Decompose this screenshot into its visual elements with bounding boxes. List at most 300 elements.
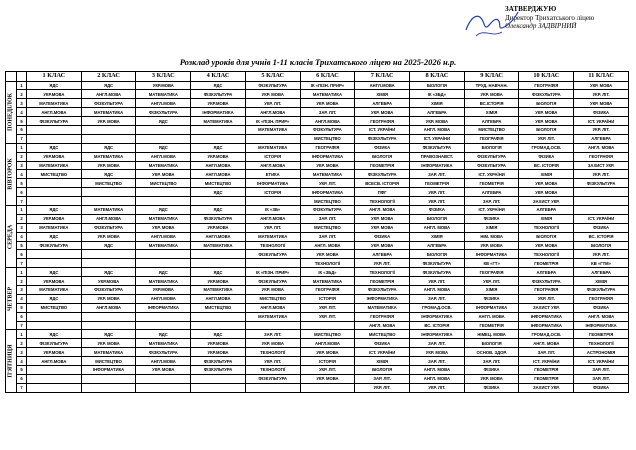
lesson-cell: УКР.МОВА — [191, 348, 246, 357]
lesson-cell: ФІЗКУЛЬТУРА — [519, 90, 574, 99]
lesson-cell: МАТЕМАТИКА — [27, 99, 82, 108]
lesson-cell: УКР. МОВА — [410, 117, 465, 126]
lesson-cell: МАТЕМАТИКА — [300, 277, 355, 286]
lesson-cell — [81, 197, 136, 206]
class-header-11: 11 КЛАС — [574, 72, 629, 82]
lesson-number: 6 — [17, 374, 27, 383]
lesson-cell: ХІМІЯ — [519, 170, 574, 179]
lesson-cell — [27, 250, 82, 259]
lesson-cell: УКР. ЛІТ. — [410, 188, 465, 197]
lesson-cell: УКР. МОВА — [136, 366, 191, 375]
lesson-cell: АСТРОНОМІЯ — [574, 348, 629, 357]
class-header-8: 8 КЛАС — [410, 72, 465, 82]
lesson-cell: АЛГЕБРА — [464, 188, 519, 197]
lesson-cell: ГЕОМЕТРІЯ — [410, 179, 465, 188]
lesson-cell: МИСТЕЦТВО — [136, 179, 191, 188]
lesson-cell: МАТЕМАТИКА — [136, 90, 191, 99]
lesson-cell: ЯДС — [191, 330, 246, 339]
lesson-row — [6, 259, 629, 268]
day-name: ЧЕТВЕР — [7, 286, 14, 311]
lesson-cell: ІСТ. УКРАЇНИ — [355, 125, 410, 134]
class-header-9: 9 КЛАС — [464, 72, 519, 82]
lesson-cell: УКР. ЛІТ. — [245, 357, 300, 366]
lesson-cell: ЗАР. ЛІТ. — [410, 339, 465, 348]
lesson-row — [6, 170, 629, 179]
class-header-1: 1 КЛАС — [27, 72, 82, 82]
lesson-cell: ФІЗИКА — [519, 152, 574, 161]
lesson-cell: ІНФОРМАТИКА — [191, 108, 246, 117]
lesson-cell: ЯДС — [81, 268, 136, 277]
lesson-cell: ЯДС — [191, 143, 246, 152]
lesson-cell: ЗАР. ЛІТ. — [300, 232, 355, 241]
lesson-cell: МАТЕМАТИКА — [136, 161, 191, 170]
lesson-cell: ФІЗКУЛЬТУРА — [464, 152, 519, 161]
lesson-cell: УКР. ЛІТ. — [519, 134, 574, 143]
lesson-row — [6, 321, 629, 330]
lesson-cell: КВ «ГТ» — [464, 259, 519, 268]
lesson-cell: УКР. МОВА — [300, 348, 355, 357]
lesson-cell — [574, 188, 629, 197]
lesson-cell — [81, 259, 136, 268]
lesson-cell: УКР. ЛІТ. — [574, 90, 629, 99]
page-title: Розклад уроків для учнів 1-11 класів Трихатського ліцею на 2025-2026 н.р. — [179, 57, 457, 67]
lesson-cell: УКР.МОВА — [27, 348, 82, 357]
lesson-cell: ХІМІЯ — [355, 357, 410, 366]
lesson-cell: ФІЗИКА — [464, 383, 519, 392]
lesson-cell: ІК «ПІЗН. ПРИР» — [245, 268, 300, 277]
lesson-cell — [81, 312, 136, 321]
lesson-cell: ІНФОРМАТИКА — [300, 188, 355, 197]
lesson-cell: БІОЛОГІЯ — [519, 99, 574, 108]
lesson-cell: ТЕХНОЛОГІЇ — [245, 241, 300, 250]
lesson-cell: ІСТ. УКРАЇНИ — [519, 357, 574, 366]
lesson-cell: УКР.МОВА — [27, 277, 82, 286]
lesson-number: 2 — [17, 339, 27, 348]
lesson-cell: АНГЛ.МОВА — [245, 303, 300, 312]
lesson-cell: УКР. МОВА — [81, 294, 136, 303]
lesson-cell: АНГЛ.МОВА — [81, 303, 136, 312]
lesson-cell: МАТЕМАТИКА — [245, 143, 300, 152]
lesson-cell: ПФГ — [355, 188, 410, 197]
lesson-cell: УКР. ЛІТ. — [410, 383, 465, 392]
lesson-cell: ФІЗКУЛЬТУРА — [355, 134, 410, 143]
day-name: СЕРЕДА — [7, 224, 14, 249]
lesson-cell: МИСТЕЦТВО — [464, 125, 519, 134]
lesson-cell — [27, 125, 82, 134]
lesson-cell — [27, 134, 82, 143]
lesson-number: 1 — [17, 205, 27, 214]
lesson-cell: ГЕОГРАФІЯ — [574, 152, 629, 161]
lesson-cell: ЗАР. ЛІТ. — [519, 348, 574, 357]
lesson-cell: ЯДС — [27, 268, 82, 277]
lesson-number: 4 — [17, 294, 27, 303]
lesson-cell: ВСЕСВ. ІСТОРІЯ — [355, 179, 410, 188]
lesson-number: 4 — [17, 170, 27, 179]
lesson-cell: ФІЗКУЛЬТУРА — [136, 108, 191, 117]
lesson-cell: ГЕОГРАФІЯ — [574, 294, 629, 303]
lesson-cell: АНГЛ. МОВА — [574, 143, 629, 152]
lesson-cell — [191, 383, 246, 392]
class-header-2: 2 КЛАС — [81, 72, 136, 82]
lesson-cell: ГЕОГРАФІЯ — [464, 268, 519, 277]
lesson-cell: АНГЛ. МОВА — [300, 241, 355, 250]
lesson-cell: ХІМІЯ — [519, 214, 574, 223]
lesson-cell: ФІЗКУЛЬТУРА — [245, 277, 300, 286]
day-name-cell — [6, 205, 17, 267]
lesson-cell: МАТЕМАТИКА — [81, 152, 136, 161]
lesson-cell: БІОЛОГІЯ — [464, 339, 519, 348]
lesson-cell: УКР. МОВА — [574, 81, 629, 90]
lesson-cell: ІНФОРМАТИКА — [519, 312, 574, 321]
lesson-cell: ФІЗИКА — [574, 303, 629, 312]
lesson-cell: УКР. МОВА — [519, 179, 574, 188]
lesson-cell: УКР. МОВА — [355, 214, 410, 223]
lesson-cell: ГРОМАД.ОСВ. — [519, 143, 574, 152]
lesson-cell — [27, 188, 82, 197]
lesson-cell: АНГЛ. МОВА — [519, 339, 574, 348]
lesson-cell: ГЕОГРАФІЯ — [300, 143, 355, 152]
lesson-cell: ЯДС — [191, 268, 246, 277]
corner-cell — [17, 72, 27, 82]
lesson-cell: ХІМІЯ — [464, 285, 519, 294]
lesson-cell — [136, 250, 191, 259]
lesson-cell: ФІЗКУЛЬТУРА — [574, 179, 629, 188]
lesson-cell: ЗАР. ЛІТ. — [355, 374, 410, 383]
lesson-cell: ЗАР. ЛІТ. — [300, 108, 355, 117]
lesson-row — [6, 339, 629, 348]
lesson-cell: БІОЛОГІЯ — [574, 241, 629, 250]
class-header-10: 10 КЛАС — [519, 72, 574, 82]
lesson-cell: АЛГЕБРА — [519, 205, 574, 214]
lesson-cell: ЗАР. ЛІТ. — [410, 170, 465, 179]
lesson-cell: АЛГЕБРА — [519, 268, 574, 277]
lesson-cell: ІК «ЗБД» — [410, 90, 465, 99]
lesson-cell: УКР. МОВА — [464, 90, 519, 99]
lesson-cell: ВС. ІСТОРІЯ — [410, 321, 465, 330]
lesson-cell: УКР. МОВА — [245, 339, 300, 348]
lesson-cell: МАТЕМАТИКА — [191, 117, 246, 126]
lesson-cell: АНГЛ.МОВА — [245, 108, 300, 117]
lesson-cell: ІСТ. УКРАЇНИ — [574, 357, 629, 366]
schedule-table — [5, 71, 629, 393]
lesson-cell: ВС.ІСТОРІЯ — [464, 99, 519, 108]
lesson-row — [6, 223, 629, 232]
lesson-cell — [136, 125, 191, 134]
lesson-cell: ТЕХНОЛОГІЇ — [355, 197, 410, 206]
lesson-row — [6, 285, 629, 294]
lesson-cell: ЯДС — [27, 143, 82, 152]
lesson-cell: ФІЗИКА — [464, 294, 519, 303]
lesson-row — [6, 117, 629, 126]
lesson-cell: УКР. ЛІТ. — [300, 179, 355, 188]
lesson-cell — [136, 197, 191, 206]
lesson-cell: УКР. МОВА — [81, 161, 136, 170]
lesson-row — [6, 357, 629, 366]
lesson-row — [6, 205, 629, 214]
lesson-cell: ЯДС — [81, 81, 136, 90]
lesson-cell — [136, 374, 191, 383]
lesson-cell: ЯДС — [27, 205, 82, 214]
lesson-cell — [27, 383, 82, 392]
lesson-cell: ФІЗКУЛЬТУРА — [574, 285, 629, 294]
lesson-cell: АНГЛ.МОВА — [300, 117, 355, 126]
lesson-cell: МАТЕМАТИКА — [136, 339, 191, 348]
lesson-cell: УКР.МОВА — [191, 277, 246, 286]
lesson-cell: ФІЗКУЛЬТУРА — [410, 268, 465, 277]
lesson-cell — [27, 366, 82, 375]
corner-cell — [6, 72, 17, 82]
lesson-cell: МАТЕМАТИКА — [300, 90, 355, 99]
lesson-cell: АНГЛ.МОВА — [81, 214, 136, 223]
lesson-cell: МАТЕМАТИКА — [27, 223, 82, 232]
lesson-cell: МИСТЕЦТВО — [245, 294, 300, 303]
lesson-cell: ІНФОРМАТИКА — [136, 303, 191, 312]
lesson-row — [6, 277, 629, 286]
lesson-cell: АНГЛ. МОВА — [355, 321, 410, 330]
lesson-cell: УКР. МОВА — [519, 108, 574, 117]
lesson-cell: ФІЗКУЛЬТУРА — [245, 374, 300, 383]
lesson-cell: УКР. МОВА — [81, 117, 136, 126]
lesson-cell: ТЕХНОЛОГІЇ — [355, 268, 410, 277]
lesson-number: 7 — [17, 197, 27, 206]
lesson-cell: ІСТ. УКРАЇНИ — [464, 205, 519, 214]
lesson-row — [6, 134, 629, 143]
lesson-cell: ФІЗКУЛЬТУРА — [81, 99, 136, 108]
lesson-number: 3 — [17, 348, 27, 357]
lesson-cell — [300, 321, 355, 330]
lesson-cell: ФІЗКУЛЬТУРА — [410, 259, 465, 268]
lesson-cell: МИСТЕЦТВО — [300, 197, 355, 206]
lesson-cell: ТРУД. НАВЧАН. — [464, 81, 519, 90]
lesson-cell: АНГЛ. МОВА — [574, 312, 629, 321]
lesson-cell: ІНФОРМАТИКА — [355, 294, 410, 303]
lesson-cell: ІСТОРІЯ — [300, 357, 355, 366]
lesson-cell: АЛГЕБРА — [574, 134, 629, 143]
lesson-cell: ФІЗИКА — [574, 383, 629, 392]
lesson-cell: ІК «ПІЗН. ПРИР» — [245, 117, 300, 126]
lesson-cell: УКР. ЛІТ. — [464, 277, 519, 286]
lesson-cell — [245, 259, 300, 268]
lesson-cell: АНГЛ.МОВА — [136, 99, 191, 108]
lesson-cell: БІОЛОГІЯ — [519, 232, 574, 241]
lesson-cell: ІСТ. УКРАЇНИ — [355, 348, 410, 357]
lesson-cell: УКР. МОВА — [136, 223, 191, 232]
lesson-cell: ЗАР. ЛІТ. — [245, 330, 300, 339]
lesson-cell: ФІЗКУЛЬТУРА — [191, 357, 246, 366]
lesson-cell: АНГЛ.МОВА — [191, 161, 246, 170]
lesson-cell: ЯДС — [81, 143, 136, 152]
lesson-cell: АЛГЕБРА — [410, 108, 465, 117]
lesson-cell: ІСТ. УКРАЇНИ — [574, 117, 629, 126]
lesson-cell — [191, 250, 246, 259]
lesson-cell: ЯДС — [136, 268, 191, 277]
lesson-number: 7 — [17, 134, 27, 143]
lesson-cell: УКР. ЛІТ. — [519, 294, 574, 303]
lesson-cell: ЗАР. ЛІТ. — [410, 357, 465, 366]
lesson-cell: ЯДС — [136, 143, 191, 152]
lesson-cell: ФІЗИКА — [464, 214, 519, 223]
lesson-cell: БІОЛОГІЯ — [355, 152, 410, 161]
lesson-cell: ФІЗКУЛЬТУРА — [300, 125, 355, 134]
lesson-cell: ГЕОГРАФІЯ — [464, 134, 519, 143]
lesson-cell: ФІЗКУЛЬТУРА — [355, 285, 410, 294]
lesson-cell: ЗАР. ЛІТ. — [574, 366, 629, 375]
lesson-row — [6, 374, 629, 383]
lesson-cell: УКР. ЛІТ. — [574, 170, 629, 179]
lesson-number: 4 — [17, 232, 27, 241]
lesson-cell: ЕТИКА — [245, 170, 300, 179]
lesson-cell: ГЕОГРАФІЯ — [300, 285, 355, 294]
lesson-cell — [27, 179, 82, 188]
lesson-cell: ІСТОРІЯ — [245, 152, 300, 161]
lesson-cell: ІК «ЗБД» — [300, 268, 355, 277]
lesson-cell: ХІМІЯ — [410, 232, 465, 241]
lesson-cell: МАТЕМАТИКА — [136, 214, 191, 223]
class-header-7: 7 КЛАС — [355, 72, 410, 82]
lesson-cell: УКР. МОВА — [519, 188, 574, 197]
lesson-number: 7 — [17, 259, 27, 268]
lesson-cell — [136, 188, 191, 197]
lesson-cell: ІСТ. УКРАЇНИ — [410, 134, 465, 143]
lesson-cell: УКР. ЛІТ. — [410, 197, 465, 206]
lesson-cell: МАТЕМАТИКА — [245, 125, 300, 134]
lesson-cell: ВС. ІСТОРІЯ — [519, 161, 574, 170]
lesson-cell: ФІЗКУЛЬТУРА — [81, 223, 136, 232]
lesson-cell: ЗАХИСТ УКР. — [519, 303, 574, 312]
lesson-cell: АНГЛ. МОВА — [355, 205, 410, 214]
lesson-cell: ГЕОГРАФІЯ — [355, 117, 410, 126]
lesson-cell: ФІЗИКА — [574, 223, 629, 232]
lesson-row — [6, 152, 629, 161]
lesson-cell: АНГЛ.МОВА — [245, 161, 300, 170]
lesson-cell: ЯДС — [136, 205, 191, 214]
lesson-row — [6, 232, 629, 241]
lesson-row — [6, 241, 629, 250]
lesson-row — [6, 143, 629, 152]
lesson-cell — [136, 134, 191, 143]
lesson-cell: ФІЗКУЛЬТУРА — [410, 143, 465, 152]
lesson-cell: МАТЕМАТИКА — [81, 205, 136, 214]
lesson-cell — [27, 374, 82, 383]
lesson-cell: УКР. ЛІТ. — [245, 99, 300, 108]
lesson-cell: УКР. МОВА — [464, 241, 519, 250]
lesson-number: 2 — [17, 90, 27, 99]
lesson-cell: ЯДС — [81, 330, 136, 339]
lesson-cell: ТЕХНОЛОГІЇ — [300, 259, 355, 268]
lesson-cell: ІСТОРІЯ — [300, 294, 355, 303]
lesson-cell: МИСТЕЦТВО — [27, 303, 82, 312]
lesson-row — [6, 303, 629, 312]
lesson-cell: АНГЛ.МОВА — [245, 214, 300, 223]
lesson-cell: МИСТЕЦТВО — [191, 303, 246, 312]
lesson-number: 6 — [17, 312, 27, 321]
lesson-cell: УКР. МОВА — [574, 99, 629, 108]
lesson-cell: ЯДС — [136, 117, 191, 126]
lesson-cell: УКР.МОВА — [191, 223, 246, 232]
lesson-cell: АНГЛ.МОВА — [27, 108, 82, 117]
lesson-cell: ТЕХНОЛОГІЇ — [519, 223, 574, 232]
lesson-cell: ІНФОРМАТИКА — [574, 321, 629, 330]
lesson-cell: ФІЗКУЛЬТУРА — [355, 170, 410, 179]
day-name: П'ЯТНИЦЯ — [7, 344, 14, 378]
lesson-cell: УКР. МОВА — [464, 374, 519, 383]
lesson-cell: ФІЗИКА — [355, 143, 410, 152]
lesson-number: 6 — [17, 250, 27, 259]
lesson-row — [6, 125, 629, 134]
lesson-cell: ГЕОМЕТРІЯ — [464, 179, 519, 188]
lesson-cell: МАТЕМАТИКА — [300, 170, 355, 179]
lesson-cell: АЛГЕБРА — [355, 250, 410, 259]
lesson-number: 5 — [17, 179, 27, 188]
lesson-cell: ГЕОМЕТРІЯ — [464, 321, 519, 330]
lesson-cell: ГРОМАД.ОСВ. — [519, 330, 574, 339]
lesson-cell: ЯДС — [191, 205, 246, 214]
lesson-cell: ЗАР. ЛІТ. — [464, 357, 519, 366]
lesson-cell: ТЕХНОЛОГІЇ — [574, 339, 629, 348]
lesson-cell: ЗАХИСТ УКР. — [519, 383, 574, 392]
day-name: ПОНЕДІЛОК — [7, 93, 14, 132]
lesson-cell: ФІЗКУЛЬТУРА — [27, 117, 82, 126]
lesson-cell: ГРОМАД.ОСВ. — [410, 303, 465, 312]
lesson-number: 1 — [17, 81, 27, 90]
lesson-cell — [81, 321, 136, 330]
lesson-cell: УКР. ЛІТ. — [410, 277, 465, 286]
lesson-cell: АНГЛ. МОВА — [410, 374, 465, 383]
lesson-cell — [574, 205, 629, 214]
lesson-cell — [81, 134, 136, 143]
lesson-cell — [245, 197, 300, 206]
lesson-cell: УКР. МОВА — [300, 99, 355, 108]
lesson-number: 1 — [17, 330, 27, 339]
lesson-cell: ФІЗКУЛЬТУРА — [191, 90, 246, 99]
lesson-cell: ГЕОГРАФІЯ — [519, 81, 574, 90]
lesson-cell: ФІЗИКА — [410, 205, 465, 214]
lesson-cell: УКР.МОВА — [27, 214, 82, 223]
lesson-number: 3 — [17, 285, 27, 294]
lesson-row — [6, 214, 629, 223]
lesson-cell — [191, 321, 246, 330]
lesson-row — [6, 366, 629, 375]
lesson-cell: ГЕОМЕТРІЯ — [355, 277, 410, 286]
lesson-cell: УКР. МОВА — [355, 241, 410, 250]
lesson-row — [6, 81, 629, 90]
lesson-cell: ХІМІЯ — [574, 277, 629, 286]
lesson-cell: УКР.МОВА — [191, 339, 246, 348]
lesson-cell: ФІЗКУЛЬТУРА — [81, 285, 136, 294]
lesson-row — [6, 330, 629, 339]
lesson-cell: ІНФОРМАТИКА — [81, 366, 136, 375]
lesson-cell: ТЕХНОЛОГІЇ — [245, 348, 300, 357]
lesson-cell: ГЕОМЕТРІЯ — [519, 374, 574, 383]
lesson-cell: ЗАР. ЛІТ. — [464, 197, 519, 206]
lesson-cell: УКР. МОВА — [245, 285, 300, 294]
lesson-cell: ЯДС — [27, 81, 82, 90]
lesson-cell: ОСНОВ. ЗДОР. — [464, 348, 519, 357]
lesson-cell: АНГЛ.МОВА — [136, 232, 191, 241]
day-name-cell — [6, 268, 17, 330]
lesson-cell: АНГЛ. МОВА — [410, 223, 465, 232]
lesson-cell: УКР. МОВА — [355, 108, 410, 117]
class-header-6: 6 КЛАС — [300, 72, 355, 82]
lesson-cell — [81, 188, 136, 197]
lesson-cell: УКР. МОВА — [245, 90, 300, 99]
lesson-cell: УКР. МОВА — [81, 339, 136, 348]
lesson-number: 7 — [17, 383, 27, 392]
lesson-number: 3 — [17, 161, 27, 170]
lesson-cell: МИСТЕЦТВО — [81, 357, 136, 366]
lesson-cell: УКР. МОВА — [300, 250, 355, 259]
lesson-cell: ХІМІЯ — [464, 108, 519, 117]
